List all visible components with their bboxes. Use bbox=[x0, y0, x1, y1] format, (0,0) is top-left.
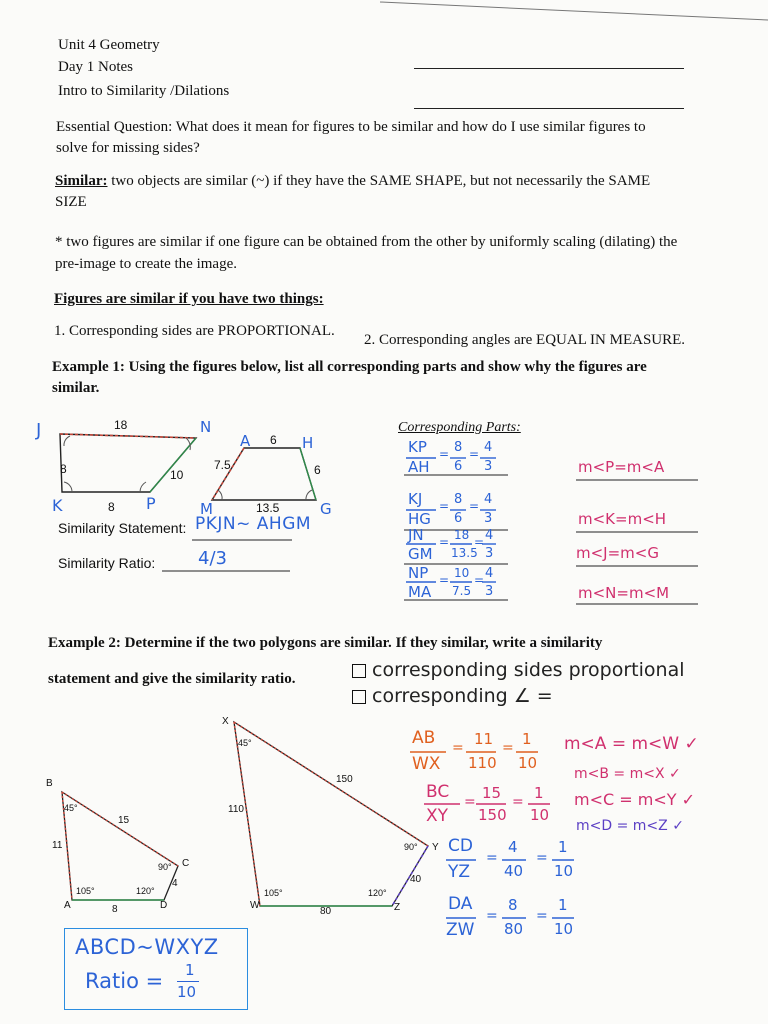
ex2-prop3-n1: 4 bbox=[508, 838, 518, 856]
vertex-G: G bbox=[320, 500, 332, 518]
ex1-prop1-den: AH bbox=[408, 458, 430, 476]
ex2-prop1-eq1: = bbox=[452, 740, 464, 756]
two-things-item1: 1. Corresponding sides are PROPORTIONAL. bbox=[54, 323, 335, 339]
ex2-prop3-num: CD bbox=[448, 836, 473, 856]
ex2-prop4-d2: 10 bbox=[554, 920, 574, 938]
vertex-K: K bbox=[52, 496, 63, 515]
answer-ratio-bar bbox=[177, 981, 199, 982]
side-BC: 15 bbox=[118, 815, 130, 826]
example1-prompt-line2: similar. bbox=[52, 380, 100, 396]
ex2-prop4-den: ZW bbox=[446, 920, 475, 940]
vertex-X: X bbox=[222, 716, 229, 727]
ex1-prop4-n2: 4 bbox=[485, 566, 494, 581]
ex2-prop3-n2: 1 bbox=[558, 838, 568, 856]
two-things-item2: 2. Corresponding angles are EQUAL IN MEASURE. bbox=[364, 332, 686, 348]
vertex-H: H bbox=[302, 434, 314, 452]
fig2-side-bottom: 13.5 bbox=[256, 501, 280, 515]
fig1-side-right: 10 bbox=[170, 468, 184, 482]
ex2-prop1-n2: 1 bbox=[522, 730, 532, 748]
similarity-ratio-label: Similarity Ratio: bbox=[58, 555, 156, 571]
ex2-prop1-d2: 10 bbox=[518, 754, 538, 772]
ex2-prop1-den: WX bbox=[412, 754, 441, 774]
side-YZ: 40 bbox=[410, 874, 422, 885]
check-item-angles[interactable] bbox=[352, 685, 553, 707]
ex2-prop2-n1: 15 bbox=[482, 784, 502, 802]
example1-figure1 bbox=[60, 434, 196, 492]
ex1-prop1-d2: 3 bbox=[484, 459, 493, 474]
ex1-prop2-eq2: = bbox=[469, 499, 480, 513]
similar-term: Similar: bbox=[55, 173, 108, 189]
vertex-Y: Y bbox=[432, 842, 439, 853]
ex2-prop1-eq2: = bbox=[502, 740, 514, 756]
ex2-prop4-n1: 8 bbox=[508, 896, 518, 914]
vertex-Z: Z bbox=[394, 902, 401, 913]
vertex-A-ex2: A bbox=[64, 900, 71, 911]
ex1-prop3-n2: 4 bbox=[485, 528, 494, 543]
ex1-prop3-num: JN bbox=[408, 526, 424, 544]
vertex-M: M bbox=[200, 500, 213, 518]
fig1-side-left: 8 bbox=[60, 462, 67, 476]
ex1-prop2-d2: 3 bbox=[484, 511, 493, 526]
ex2-prop3-d1: 40 bbox=[504, 862, 524, 880]
vertex-N: N bbox=[200, 418, 212, 436]
fig2-side-left: 7.5 bbox=[214, 458, 231, 472]
ex2-prop3-eq1: = bbox=[486, 850, 498, 866]
angle-D: 120° bbox=[136, 886, 155, 896]
ex1-prop2-eq1: = bbox=[439, 499, 450, 513]
ex1-prop4-den: MA bbox=[408, 583, 432, 601]
vertex-P: P bbox=[146, 494, 156, 513]
ex1-prop2-n2: 4 bbox=[484, 492, 493, 507]
example2-prompt-line1: Example 2: Determine if the two polygons are similar. If they similar, write a similarity bbox=[48, 635, 603, 651]
similar-definition-line2: SIZE bbox=[55, 194, 87, 210]
ex1-angle-3: m<J=m<G bbox=[576, 544, 659, 562]
example2-large-figure bbox=[234, 722, 428, 906]
ex2-prop2-eq2: = bbox=[512, 794, 524, 810]
vertex-W: W bbox=[250, 900, 260, 911]
two-things-heading: Figures are similar if you have two things: bbox=[54, 291, 324, 307]
angle-X: 45° bbox=[238, 738, 252, 748]
ex1-prop4-d1: 7.5 bbox=[452, 584, 472, 598]
ex1-prop4-n1: 10 bbox=[454, 566, 470, 580]
header-unit: Unit 4 Geometry bbox=[58, 37, 160, 53]
checkbox-angles[interactable] bbox=[352, 690, 366, 704]
side-ZW: 80 bbox=[320, 906, 332, 917]
ex1-prop3-d2: 3 bbox=[485, 546, 494, 561]
ex2-prop2-d2: 10 bbox=[530, 806, 550, 824]
header-topic: Intro to Similarity /Dilations bbox=[58, 83, 230, 99]
ex1-prop1-d1: 6 bbox=[454, 459, 463, 474]
answer-box bbox=[64, 928, 248, 1010]
similar-definition-text: two objects are similar (~) if they have the SAME SHAPE, but not necessarily the SAME bbox=[111, 173, 651, 189]
example2-small-figure bbox=[62, 792, 178, 900]
ex1-prop1-n2: 4 bbox=[484, 440, 493, 455]
dilation-note-line2: pre-image to create the image. bbox=[55, 256, 237, 272]
side-AB: 11 bbox=[52, 840, 63, 851]
ex2-prop2-n2: 1 bbox=[534, 784, 544, 802]
ex1-prop3-den: GM bbox=[408, 545, 433, 563]
angle-B: 45° bbox=[64, 803, 78, 813]
ex1-prop1-eq2: = bbox=[469, 447, 480, 461]
ex1-prop1-num: KP bbox=[408, 438, 427, 456]
essential-question-line2: solve for missing sides? bbox=[56, 140, 200, 156]
ex1-angle-4: m<N=m<M bbox=[578, 584, 670, 602]
vertex-B: B bbox=[46, 778, 53, 789]
ex1-prop2-d1: 6 bbox=[454, 511, 463, 526]
dilation-note-line1: * two figures are similar if one figure can be obtained from the other by uniformly scaling (dilating) the bbox=[55, 234, 678, 250]
ex2-angle-1: m<A = m<W ✓ bbox=[564, 734, 699, 754]
vertex-J: J bbox=[36, 420, 42, 441]
ex2-prop4-d1: 80 bbox=[504, 920, 524, 938]
fig2-side-top: 6 bbox=[270, 433, 277, 447]
ex2-prop2-num: BC bbox=[426, 782, 450, 802]
ex2-prop1-num: AB bbox=[412, 728, 436, 748]
similarity-statement-answer: PKJN~ AHGM bbox=[195, 514, 312, 534]
ex2-prop4-num: DA bbox=[448, 894, 473, 914]
answer-ratio-num: 1 bbox=[185, 961, 195, 979]
ex1-angle-2: m<K=m<H bbox=[578, 510, 667, 528]
similarity-statement-label: Similarity Statement: bbox=[58, 520, 187, 536]
fig1-side-top: 18 bbox=[114, 418, 128, 432]
angle-Y: 90° bbox=[404, 842, 418, 852]
ex2-prop3-den: YZ bbox=[448, 862, 471, 882]
corresponding-parts-label: Corresponding Parts: bbox=[398, 420, 521, 435]
ex1-prop4-num: NP bbox=[408, 564, 429, 582]
ex2-prop2-den: XY bbox=[426, 806, 449, 826]
angle-A: 105° bbox=[76, 886, 95, 896]
ex1-prop4-eq2: = bbox=[474, 573, 485, 587]
ex1-prop3-d1: 13.5 bbox=[451, 546, 478, 560]
vertex-D: D bbox=[160, 900, 168, 911]
checkbox-sides[interactable] bbox=[352, 664, 366, 678]
angle-Z: 120° bbox=[368, 888, 387, 898]
ex1-prop1-n1: 8 bbox=[454, 440, 463, 455]
ex1-prop3-eq2: = bbox=[474, 535, 485, 549]
angle-C: 90° bbox=[158, 862, 172, 872]
ex1-prop2-den: HG bbox=[408, 510, 431, 528]
ex2-angle-2: m<B = m<X ✓ bbox=[574, 766, 681, 782]
ex1-prop2-n1: 8 bbox=[454, 492, 463, 507]
ex2-angle-3: m<C = m<Y ✓ bbox=[574, 790, 695, 809]
ex2-prop3-eq2: = bbox=[536, 850, 548, 866]
answer-similarity-statement: ABCD~WXYZ bbox=[75, 935, 219, 959]
ex1-angle-1: m<P=m<A bbox=[578, 458, 665, 476]
check-item-sides[interactable] bbox=[352, 659, 685, 681]
fig1-side-bottom: 8 bbox=[108, 500, 115, 514]
ex2-prop3-d2: 10 bbox=[554, 862, 574, 880]
example1-prompt-line1: Example 1: Using the figures below, list all corresponding parts and show why the figures are bbox=[52, 359, 647, 375]
vertex-C: C bbox=[182, 858, 190, 869]
header-day: Day 1 Notes bbox=[58, 59, 133, 75]
example2-fraction-bars bbox=[410, 752, 574, 918]
answer-ratio-den: 10 bbox=[177, 983, 197, 1001]
ex2-prop4-eq2: = bbox=[536, 908, 548, 924]
side-WX: 110 bbox=[228, 804, 244, 815]
side-XY: 150 bbox=[336, 774, 353, 785]
example2-prompt-line2: statement and give the similarity ratio. bbox=[48, 671, 296, 687]
side-DA: 8 bbox=[112, 904, 118, 915]
ex2-prop4-n2: 1 bbox=[558, 896, 568, 914]
ex1-prop1-eq1: = bbox=[439, 447, 450, 461]
essential-question-line1: Essential Question: What does it mean for figures to be similar and how do I use similar figures to bbox=[56, 119, 646, 135]
ex2-prop2-eq1: = bbox=[464, 794, 476, 810]
ex1-prop3-eq1: = bbox=[439, 535, 450, 549]
answer-ratio-label: Ratio = bbox=[85, 969, 164, 993]
ex1-prop4-eq1: = bbox=[439, 573, 450, 587]
similarity-ratio-answer: 4/3 bbox=[198, 548, 227, 569]
ex2-prop1-d1: 110 bbox=[468, 754, 497, 772]
example1-figure2 bbox=[212, 448, 316, 500]
fig2-side-right: 6 bbox=[314, 463, 321, 477]
vertex-A: A bbox=[240, 432, 251, 450]
side-CD: 4 bbox=[172, 878, 178, 889]
ex2-prop1-n1: 11 bbox=[474, 730, 494, 748]
angle-W: 105° bbox=[264, 888, 283, 898]
ex2-prop2-d1: 150 bbox=[478, 806, 507, 824]
ex1-prop2-num: KJ bbox=[408, 490, 423, 508]
ex1-prop3-n1: 18 bbox=[454, 528, 470, 542]
ex1-prop4-d2: 3 bbox=[485, 584, 494, 599]
check-angles-label: corresponding ∠ = bbox=[372, 685, 553, 707]
ex2-angle-4: m<D = m<Z ✓ bbox=[576, 818, 684, 834]
check-sides-label: corresponding sides proportional bbox=[372, 659, 685, 681]
ex2-prop4-eq1: = bbox=[486, 908, 498, 924]
